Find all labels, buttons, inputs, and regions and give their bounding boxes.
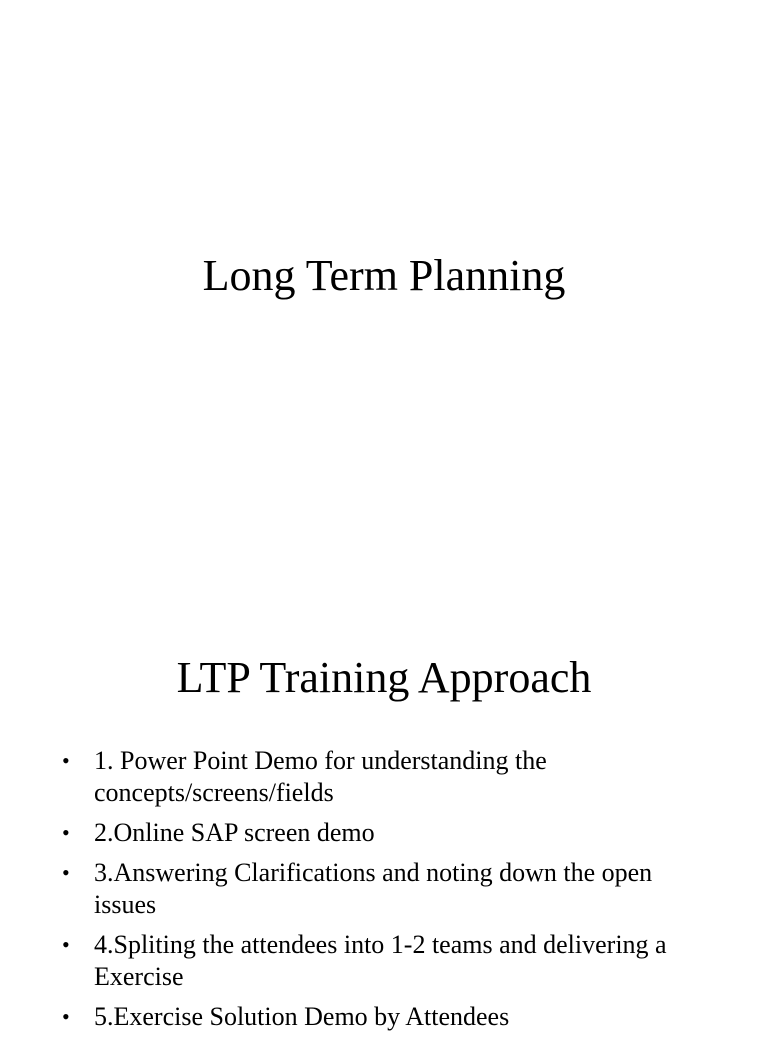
list-item: [62, 857, 702, 921]
list-item-text: 3.Answering Clarifications and noting down the open issues: [94, 858, 653, 919]
slide-title-ltp-training-approach: LTP Training Approach: [176, 653, 592, 702]
list-item-text: 4.Spliting the attendees into 1-2 teams and delivering a Exercise: [94, 930, 667, 991]
list-item: [62, 745, 702, 809]
list-item-text: 5.Exercise Solution Demo by Attendees: [94, 1002, 510, 1031]
list-item: [62, 1001, 702, 1033]
bullet-icon: •: [62, 932, 70, 957]
bullet-icon: •: [62, 860, 70, 885]
list-item: [62, 929, 702, 993]
bullet-icon: •: [62, 748, 70, 773]
list-item-text: 1. Power Point Demo for understanding the concepts/screens/fields: [94, 746, 547, 807]
list-item-text: 2.Online SAP screen demo: [94, 818, 375, 847]
training-approach-list: [62, 745, 702, 1041]
bullet-icon: •: [62, 820, 70, 845]
slide-title-long-term-planning: Long Term Planning: [202, 251, 566, 300]
list-item: [62, 817, 702, 849]
bullet-icon: •: [62, 1004, 70, 1029]
